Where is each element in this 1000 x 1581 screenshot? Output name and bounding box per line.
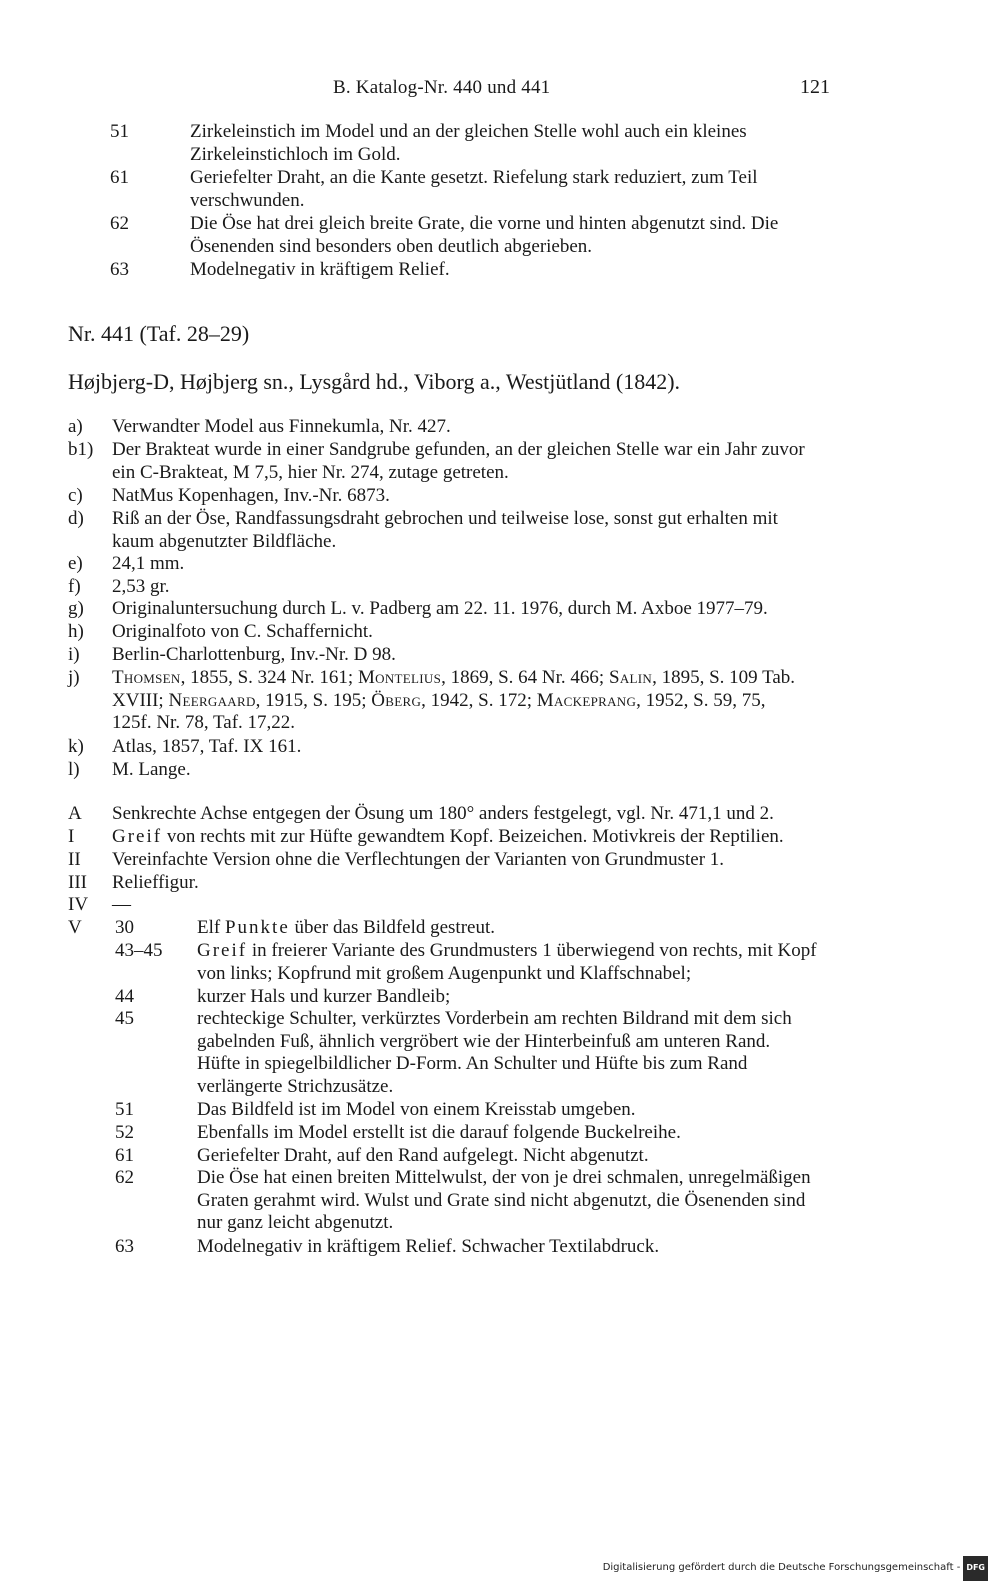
text-line: Geriefelter Draht, auf den Rand aufgelegt. Nicht abgenutzt. [197, 1145, 649, 1166]
citation-text: XVIII; [112, 689, 169, 711]
text-line: nur ganz leicht abgenutzt. [197, 1212, 394, 1233]
text-run: von rechts mit zur Hüfte gewandtem Kopf. Beizeichen. Motivkreis der Reptilien. [162, 826, 784, 847]
text-line: Senkrechte Achse entgegen der Ösung um 180° anders festgelegt, vgl. Nr. 471,1 und 2. [112, 803, 774, 824]
digitization-credit [603, 1556, 988, 1581]
entry-number: 51 [115, 1099, 134, 1120]
text-line: Das Bildfeld ist im Model von einem Kreisstab umgeben. [197, 1099, 636, 1120]
citation-text: , 1915, S. 195; [255, 689, 372, 711]
citation-text: , 1855, S. 324 Nr. 161; [180, 667, 358, 688]
spaced-term: Greif [197, 940, 248, 961]
detail-label: f) [68, 576, 81, 597]
citation-text: , 1952, S. 59, 75, [636, 689, 766, 711]
entry-number: 45 [115, 1008, 134, 1029]
section-label: II [68, 849, 81, 870]
entry-number: 61 [110, 167, 129, 188]
text-line: Die Öse hat einen breiten Mittelwulst, der von je drei schmalen, unregelmäßigen [197, 1167, 811, 1188]
section-label: A [68, 803, 82, 824]
text-line: Ösenenden sind besonders oben deutlich abgerieben. [190, 235, 593, 257]
entry-number: 43–45 [115, 940, 163, 961]
text-line: Ebenfalls im Model erstellt ist die darauf folgende Buckelreihe. [197, 1122, 681, 1143]
text-line: Berlin-Charlottenburg, Inv.-Nr. D 98. [112, 644, 396, 665]
text-line: verlängerte Strichzusätze. [197, 1075, 394, 1097]
section-label: I [68, 826, 75, 847]
text-line: 2,53 gr. [112, 576, 170, 597]
detail-label: g) [68, 598, 84, 619]
text-line: verschwunden. [190, 189, 305, 211]
text-line: Modelnegativ in kräftigem Relief. Schwacher Textilabdruck. [197, 1236, 660, 1257]
detail-label: l) [68, 759, 80, 780]
text-line: M. Lange. [112, 759, 191, 780]
entry-number: 44 [115, 986, 134, 1007]
text-line: Vereinfachte Version ohne die Verflechtungen der Varianten von Grundmuster 1. [112, 849, 725, 870]
entry-text [197, 940, 832, 985]
author-name: Mackeprang [536, 689, 637, 711]
section-label: IV [68, 894, 89, 915]
spaced-term: Greif [112, 826, 163, 847]
text-line: rechteckige Schulter, verkürztes Vorderbein am rechten Bildrand mit dem sich [197, 1008, 792, 1029]
text-run: über das Bildfeld gestreut. [289, 917, 496, 938]
text-line: kurzer Hals und kurzer Bandleib; [197, 986, 451, 1007]
entry-text [190, 167, 830, 212]
author-name: Neergaard [168, 689, 256, 711]
bibliography [112, 667, 832, 735]
detail-label: h) [68, 621, 84, 642]
text-line: Riß an der Öse, Randfassungsdraht gebrochen und teilweise lose, sonst gut erhalten mit [112, 508, 778, 529]
text-line [112, 690, 832, 713]
credit-text: Digitalisierung gefördert durch die Deutsche Forschungsgemeinschaft - [602, 1562, 961, 1573]
detail-label: k) [68, 736, 84, 757]
section-label: III [68, 872, 87, 893]
citation-text: , 1942, S. 172; [421, 689, 537, 711]
text-line: NatMus Kopenhagen, Inv.-Nr. 6873. [112, 485, 390, 506]
text-line: von links; Kopfrund mit großem Augenpunkt und Klaffschnabel; [197, 962, 692, 984]
text-line: Hüfte in spiegelbildlicher D-Form. An Schulter und Hüfte bis zum Rand [197, 1053, 748, 1074]
text-line [197, 940, 832, 963]
text-line: Zirkeleinstich im Model und an der gleichen Stelle wohl auch ein kleines [190, 121, 747, 142]
dfg-logo-icon: DFG [963, 1556, 988, 1581]
text-line: Verwandter Model aus Finnekumla, Nr. 427. [112, 416, 451, 437]
text-line: Relieffigur. [112, 872, 199, 893]
author-name: Thomsen [112, 667, 181, 688]
author-name: Öberg [371, 689, 422, 711]
text-line: 125f. Nr. 78, Taf. 17,22. [112, 712, 296, 733]
detail-label: j) [68, 667, 80, 688]
entry-number: 63 [110, 259, 129, 280]
text-line: Geriefelter Draht, an die Kante gesetzt. Riefelung stark reduziert, zum Teil [190, 167, 758, 188]
entry-number: 30 [115, 917, 134, 938]
detail-label: i) [68, 644, 80, 665]
text-line: kaum abgenutzter Bildfläche. [112, 530, 337, 552]
entry-number: 62 [110, 213, 129, 234]
entry-number: 52 [115, 1122, 134, 1143]
spaced-term: Punkte [224, 917, 290, 938]
entry-text [190, 213, 830, 258]
text-line: gabelnden Fuß, ähnlich vergröbert wie der Hinterbeinfuß am unteren Rand. [197, 1030, 771, 1052]
citation-text: , 1895, S. 109 Tab. [652, 667, 796, 688]
text-line: Die Öse hat drei gleich breite Grate, die vorne und hinten abgenutzt sind. Die [190, 213, 779, 234]
entry-number: 63 [115, 1236, 134, 1257]
text-line: Modelnegativ in kräftigem Relief. [190, 259, 450, 280]
section-label: V [68, 917, 82, 938]
author-name: Salin [608, 667, 653, 688]
entry-text [190, 121, 830, 166]
text-line: ein C-Brakteat, M 7,5, hier Nr. 274, zutage getreten. [112, 461, 509, 483]
detail-label: c) [68, 485, 83, 506]
detail-label: d) [68, 508, 84, 529]
text-line: Graten gerahmt wird. Wulst und Grate sind nicht abgenutzt, die Ösenenden sind [197, 1189, 806, 1211]
entry-number: 61 [115, 1145, 134, 1166]
text-line: Originalfoto von C. Schaffernicht. [112, 621, 373, 642]
detail-label: e) [68, 553, 83, 574]
entry-number: 62 [115, 1167, 134, 1188]
text-line [112, 667, 832, 690]
text-line: Atlas, 1857, Taf. IX 161. [112, 736, 302, 757]
text-line: Der Brakteat wurde in einer Sandgrube gefunden, an der gleichen Stelle war ein Jahr zuvor [112, 439, 805, 460]
entry-text [190, 259, 830, 282]
text-line: Zirkeleinstichloch im Gold. [190, 143, 401, 165]
entry-location: Højbjerg-D, Højbjerg sn., Lysgård hd., Viborg a., Westjütland (1842). [68, 369, 681, 394]
text-line: 24,1 mm. [112, 553, 185, 574]
text-line [112, 826, 832, 849]
text-run: Elf [197, 917, 225, 938]
entry-number: 51 [110, 121, 129, 142]
running-header: B. Katalog-Nr. 440 und 441 [333, 77, 551, 98]
author-name: Montelius [357, 667, 442, 688]
detail-label: a) [68, 416, 83, 437]
page-number: 121 [800, 76, 830, 98]
entry-title: Nr. 441 (Taf. 28–29) [68, 321, 250, 346]
text-line: — [112, 894, 131, 915]
citation-text: , 1869, S. 64 Nr. 466; [441, 667, 609, 688]
text-run: in freierer Variante des Grundmusters 1 überwiegend von rechts, mit Kopf [247, 940, 817, 961]
text-line: Originaluntersuchung durch L. v. Padberg am 22. 11. 1976, durch M. Axboe 1977–79. [112, 598, 768, 619]
detail-label: b1) [68, 439, 94, 460]
text-line [197, 917, 832, 940]
